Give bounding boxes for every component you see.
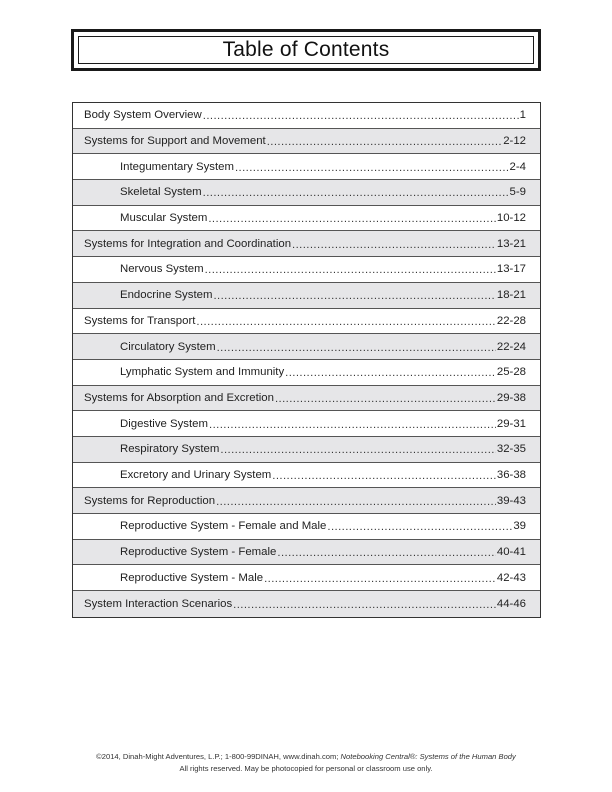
toc-entry-label: Integumentary System [120, 160, 234, 173]
toc-subentry-row [73, 154, 540, 180]
toc-entry-page: 1 [519, 109, 526, 122]
dot-leader [233, 599, 496, 611]
toc-entry-page: 29-31 [496, 417, 526, 430]
toc-entry-page: 5-9 [509, 186, 526, 199]
toc-entry-label: Reproductive System - Male [120, 571, 264, 584]
toc-entry-label: Body System Overview [84, 109, 202, 122]
toc-subentry-row [73, 463, 540, 489]
toc-entry-page: 40-41 [496, 546, 526, 559]
toc-subentry-row [73, 334, 540, 360]
dot-leader [264, 573, 496, 585]
dot-leader [213, 290, 495, 302]
toc-section-row [73, 386, 540, 412]
dot-leader [267, 136, 502, 148]
toc-entry-page: 13-17 [496, 263, 526, 276]
dot-leader [272, 470, 496, 482]
toc-entry-page: 2-12 [503, 135, 526, 148]
toc-entry-label: Reproductive System - Female [120, 546, 277, 559]
toc-section-row [73, 129, 540, 155]
toc-entry-label: Systems for Support and Movement [84, 135, 266, 148]
dot-leader [205, 264, 496, 276]
toc-entry-label: Muscular System [120, 212, 208, 225]
toc-entry-page: 22-28 [496, 314, 526, 327]
toc-entry-label: Skeletal System [120, 186, 202, 199]
dot-leader [208, 213, 496, 225]
toc-subentry-row [73, 565, 540, 591]
title-frame [71, 29, 541, 71]
footer [0, 751, 612, 775]
toc-subentry-row [73, 360, 540, 386]
page-title: Table of Contents [222, 38, 390, 61]
dot-leader [203, 187, 509, 199]
toc-subentry-row [73, 206, 540, 232]
toc-entry-label: Reproductive System - Female and Male [120, 520, 327, 533]
toc-entry-page: 29-38 [496, 391, 526, 404]
toc-entry-label: Systems for Absorption and Excretion [84, 391, 274, 404]
toc-entry-label: Digestive System [120, 417, 208, 430]
toc-subentry-row [73, 514, 540, 540]
title-inner-border [78, 36, 534, 64]
toc-entry-page: 2-4 [509, 160, 526, 173]
toc-entry-label: Respiratory System [120, 443, 220, 456]
toc-entry-label: Systems for Transport [84, 314, 196, 327]
toc-entry-page: 36-38 [496, 468, 526, 481]
toc-subentry-row [73, 437, 540, 463]
toc-section-row [73, 591, 540, 617]
footer-rights: All rights reserved. May be photocopied for personal or classroom use only. [179, 764, 433, 773]
dot-leader [203, 110, 519, 122]
toc-entry-page: 44-46 [496, 597, 526, 610]
dot-leader [235, 162, 509, 174]
toc-entry-label: Circulatory System [120, 340, 216, 353]
dot-leader [277, 547, 495, 559]
toc-subentry-row [73, 180, 540, 206]
toc-entry-page: 25-28 [496, 366, 526, 379]
dot-leader [327, 521, 512, 533]
dot-leader [209, 419, 496, 431]
toc-subentry-row [73, 540, 540, 566]
toc-entry-page: 13-21 [496, 237, 526, 250]
toc-section-row [73, 103, 540, 129]
dot-leader [220, 444, 495, 456]
toc-entry-page: 18-21 [496, 289, 526, 302]
dot-leader [285, 367, 496, 379]
toc-subentry-row [73, 411, 540, 437]
toc-entry-page: 10-12 [496, 212, 526, 225]
toc-entry-label: Systems for Reproduction [84, 494, 216, 507]
toc-section-row [73, 309, 540, 335]
table-of-contents [72, 102, 541, 618]
dot-leader [217, 342, 496, 354]
toc-entry-label: Nervous System [120, 263, 204, 276]
dot-leader [196, 316, 495, 328]
toc-entry-page: 32-35 [496, 443, 526, 456]
toc-entry-label: System Interaction Scenarios [84, 597, 233, 610]
toc-entry-label: Lymphatic System and Immunity [120, 366, 285, 379]
toc-entry-page: 42-43 [496, 571, 526, 584]
dot-leader [275, 393, 496, 405]
toc-entry-label: Excretory and Urinary System [120, 468, 272, 481]
footer-copyright-text: ©2014, Dinah-Might Adventures, L.P.; 1-800-99DINAH, www.dinah.com; [96, 752, 341, 761]
footer-book-title: Notebooking Central®: Systems of the Human Body [340, 752, 516, 761]
toc-entry-page: 39 [513, 520, 526, 533]
toc-section-row [73, 231, 540, 257]
toc-subentry-row [73, 257, 540, 283]
toc-entry-label: Systems for Integration and Coordination [84, 237, 292, 250]
toc-subentry-row [73, 283, 540, 309]
toc-entry-page: 22-24 [496, 340, 526, 353]
toc-section-row [73, 488, 540, 514]
dot-leader [292, 239, 496, 251]
toc-entry-page: 39-43 [496, 494, 526, 507]
dot-leader [216, 496, 496, 508]
footer-copyright [0, 751, 612, 763]
toc-entry-label: Endocrine System [120, 289, 213, 302]
